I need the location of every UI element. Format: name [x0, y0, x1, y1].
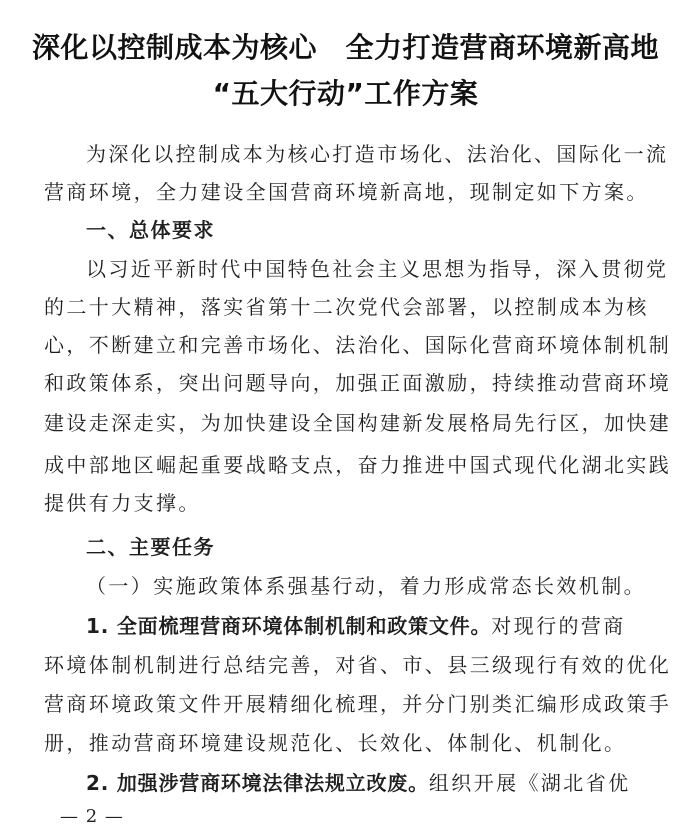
- section-heading-main-tasks: 二、主要任务: [86, 535, 215, 559]
- item1-line-4: 册，推动营商环境建设规范化、长效化、体制化、机制化。: [44, 731, 627, 755]
- item1-line-3: 营商环境政策文件开展精细化梳理，并分门别类汇编形成政策手: [44, 692, 672, 716]
- intro-line-2: 营商环境，全力建设全国营商环境新高地，现制定如下方案。: [44, 180, 649, 204]
- section1-line-3: 心，不断建立和完善市场化、法治化、国际化营商环境体制机制: [44, 333, 672, 357]
- item2-first-line-rest: 组织开展《湖北省优: [428, 771, 631, 795]
- item1-first-line: [86, 614, 684, 638]
- page-number: — 2 —: [60, 806, 124, 827]
- document-title-line2: “五大行动”工作方案: [212, 77, 479, 110]
- item1-bold-heading: 1. 全面梳理营商环境体制机制和政策文件。: [86, 614, 492, 638]
- section1-line-1: 以习近平新时代中国特色社会主义思想为指导，深入贯彻党: [86, 257, 669, 281]
- item1-first-line-rest: 对现行的营商: [491, 614, 626, 638]
- section1-line-7: 提供有力支撑。: [44, 491, 201, 515]
- item2-bold-heading: 2. 加强涉营商环境法律法规立改废。: [86, 771, 429, 795]
- intro-line-1: 为深化以控制成本为核心打造市场化、法治化、国际化一流: [86, 142, 669, 166]
- subsection-heading-1: （一）实施政策体系强基行动，着力形成常态长效机制。: [86, 574, 646, 598]
- section1-line-5: 建设走深走实，为加快建设全国构建新发展格局先行区，加快建: [44, 411, 672, 435]
- section1-line-6: 成中部地区崛起重要战略支点，奋力推进中国式现代化湖北实践: [44, 453, 672, 477]
- document-title-line1: 深化以控制成本为核心 全力打造营商环境新高地: [31, 31, 659, 64]
- section1-line-2: 的二十大精神，落实省第十二次党代会部署，以控制成本为核: [44, 295, 649, 319]
- section-heading-general-requirements: 一、总体要求: [86, 218, 215, 242]
- item1-line-2: 环境体制机制进行总结完善，对省、市、县三级现行有效的优化: [44, 653, 672, 677]
- section1-line-4: 和政策体系，突出问题导向，加强正面激励，持续推动营商环境: [44, 371, 672, 395]
- item2-first-line: [86, 771, 684, 795]
